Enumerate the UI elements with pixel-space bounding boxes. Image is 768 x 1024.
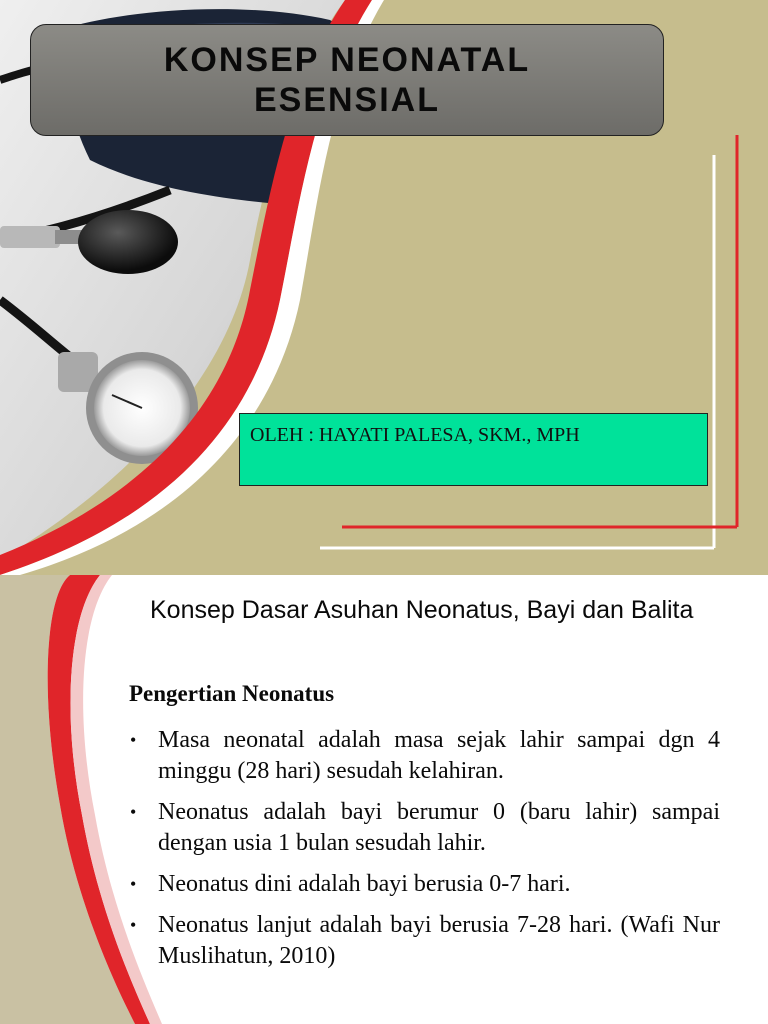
- bullet-icon: •: [130, 915, 137, 935]
- author-box: [239, 413, 708, 486]
- slide-title: KONSEP NEONATAL ESENSIAL: [163, 41, 531, 119]
- list-item: • Neonatus dini adalah bayi berusia 0-7 hari.: [130, 869, 720, 900]
- content-slide: [0, 575, 768, 1024]
- definition-list: [130, 725, 720, 982]
- list-item: • Neonatus adalah bayi berumur 0 (baru lahir) sampai dengan usia 1 bulan sesudah lahir.: [130, 799, 720, 856]
- author-text: OLEH : HAYATI PALESA, SKM., MPH: [250, 424, 580, 446]
- list-item: • Neonatus lanjut adalah bayi berusia 7-28 hari. (Wafi Nur Muslihatun, 2010): [130, 912, 720, 969]
- bullet-icon: •: [130, 802, 137, 822]
- bullet-icon: •: [130, 730, 137, 750]
- content-heading: Konsep Dasar Asuhan Neonatus, Bayi dan Balita: [150, 596, 694, 624]
- list-item: • Masa neonatal adalah masa sejak lahir sampai dgn 4 minggu (28 hari) sesudah kelahiran.: [130, 727, 720, 784]
- title-box: [30, 24, 664, 136]
- section-subheading: Pengertian Neonatus: [129, 681, 335, 706]
- bullet-icon: •: [130, 874, 137, 894]
